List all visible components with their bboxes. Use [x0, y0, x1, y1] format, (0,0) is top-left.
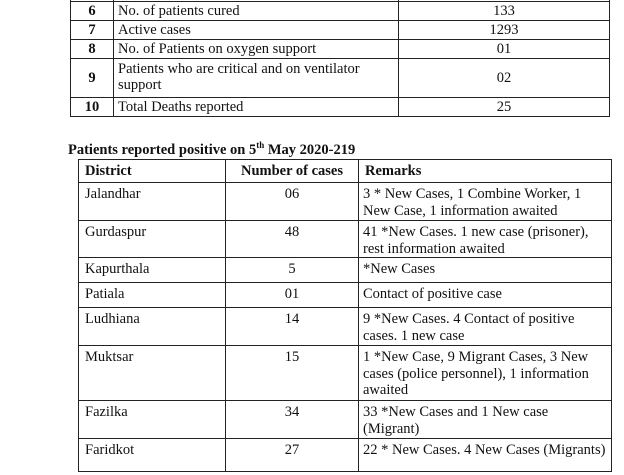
district-name: Muktsar: [79, 346, 226, 401]
district-name: Patiala: [79, 283, 226, 308]
remarks: *New Cases: [359, 258, 612, 283]
case-count: 5: [226, 258, 359, 283]
district-name: Fazilka: [79, 401, 226, 439]
district-name: Ludhiana: [79, 308, 226, 346]
row-number: 6: [71, 2, 114, 21]
column-header-cases: Number of cases: [226, 160, 359, 183]
row-number: 8: [71, 40, 114, 59]
case-count: 14: [226, 308, 359, 346]
row-value: 01: [399, 40, 610, 59]
row-value: 25: [399, 98, 610, 117]
row-label: No. of Patients on oxygen support: [114, 40, 399, 59]
row-value: 1293: [399, 21, 610, 40]
row-number: 9: [71, 59, 114, 98]
summary-table: [70, 0, 610, 117]
summary-row: [71, 59, 610, 98]
case-count: 15: [226, 346, 359, 401]
section-heading: Patients reported positive on 5th May 2020-219: [68, 140, 356, 158]
case-count: 27: [226, 439, 359, 472]
row-label: Patients who are critical and on ventilator support: [118, 61, 360, 93]
case-count: 01: [226, 283, 359, 308]
table-row: [79, 308, 612, 346]
table-row: [79, 258, 612, 283]
remarks: 33 *New Cases and 1 New case (Migrant): [359, 401, 612, 439]
row-label: No. of patients cured: [114, 2, 399, 21]
remarks: 22 * New Cases. 4 New Cases (Migrants): [363, 442, 606, 458]
summary-row: [71, 2, 610, 21]
table-row: [79, 401, 612, 439]
remarks: 9 *New Cases. 4 Contact of positive cases. 1 new case: [359, 308, 612, 346]
district-name: Kapurthala: [79, 258, 226, 283]
row-number: 7: [71, 21, 114, 40]
table-row: [79, 439, 612, 472]
table-row: [79, 283, 612, 308]
district-name: Jalandhar: [79, 183, 226, 221]
case-count: 34: [226, 401, 359, 439]
remarks: 41 *New Cases. 1 new case (prisoner), rest information awaited: [359, 221, 612, 258]
row-value: 02: [399, 59, 610, 98]
summary-row: [71, 21, 610, 40]
summary-row: [71, 40, 610, 59]
row-label: Active cases: [114, 21, 399, 40]
summary-row: [71, 98, 610, 117]
district-table: [78, 159, 612, 472]
case-count: 48: [226, 221, 359, 258]
column-header-district: District: [79, 160, 226, 183]
table-header-row: [79, 160, 612, 183]
table-row: [79, 346, 612, 401]
row-value: 133: [399, 2, 610, 21]
district-name: Gurdaspur: [79, 221, 226, 258]
case-count: 06: [226, 183, 359, 221]
table-row: [79, 221, 612, 258]
remarks: Contact of positive case: [359, 283, 612, 308]
remarks: 3 * New Cases, 1 Combine Worker, 1 New Case, 1 information awaited: [359, 183, 612, 221]
district-name: Faridkot: [79, 439, 226, 472]
remarks: 1 *New Case, 9 Migrant Cases, 3 New cases (police personnel), 1 information awaited: [359, 346, 612, 401]
row-label: Total Deaths reported: [114, 98, 399, 117]
table-row: [79, 183, 612, 221]
column-header-remarks: Remarks: [359, 160, 612, 183]
row-number: 10: [71, 98, 114, 117]
